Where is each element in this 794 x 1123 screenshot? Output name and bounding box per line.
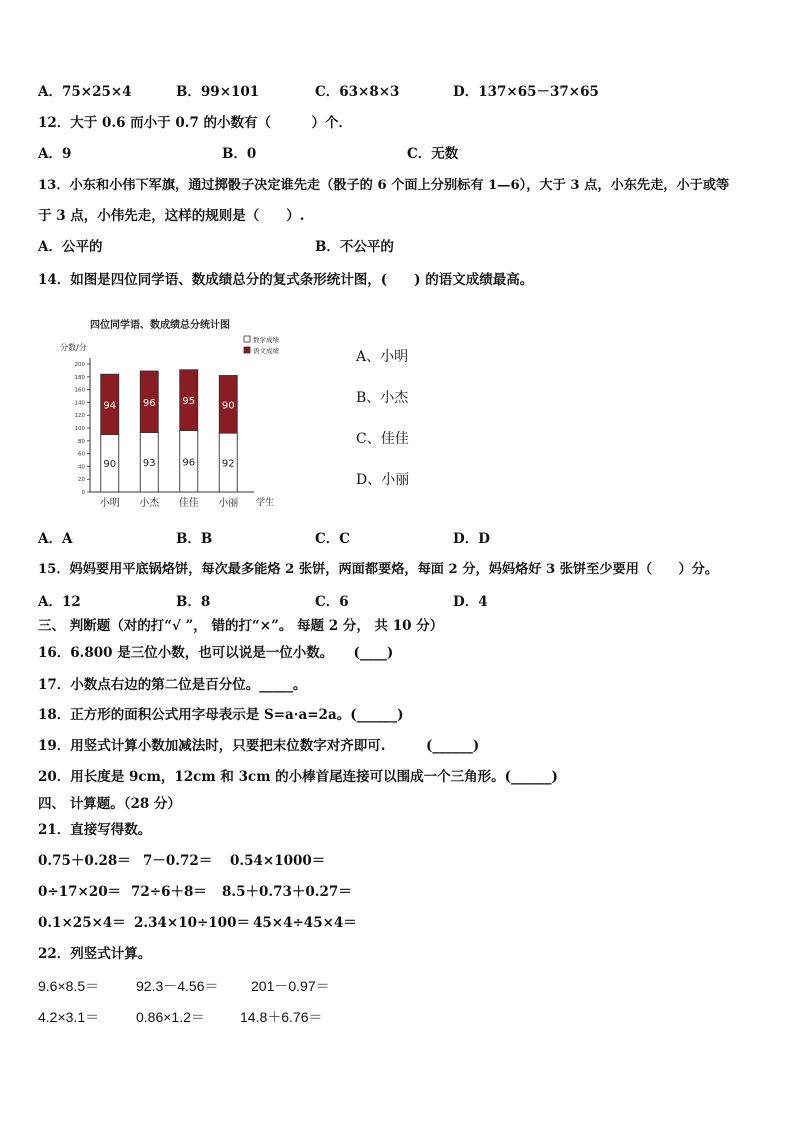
q22-cell: 4.2×3.1＝ [38,1009,100,1025]
q12-option-c: C．无数 [407,146,459,162]
q14-option-a: A．A [38,531,73,547]
chart-choice-d: D、小丽 [356,472,410,488]
q21-cell: 2.34×10÷100＝ [134,915,250,931]
bar-value-label: 90 [221,400,235,412]
q22-cell: 9.6×8.5＝ [38,978,100,994]
chart-title: 四位同学语、数成绩总分统计图 [90,320,230,331]
q21-cell: 8.5＋0.73＋0.27＝ [222,884,352,900]
q21-cell: 72÷6＋8＝ [131,884,207,900]
q22-cell: 14.8＋6.76＝ [240,1009,323,1025]
question-22-title: 22．列竖式计算。 [38,946,152,962]
question-15: 15．妈妈要用平底锅烙饼，每次最多能烙 2 张饼，两面都要烙，每面 2 分，妈妈烙好 3 张饼至少要用（ ）分。 [38,562,719,577]
q12-option-a: A．9 [38,146,72,162]
q21-cell: 0.1×25×4＝ [38,915,126,931]
category-label: 小明 [99,498,120,509]
question-13-line-1: 13．小东和小伟下军旗，通过掷骰子决定谁先走（骰子的 6 个面上分别标有 1—6），大于 3 点，小东先走，小于或等 [38,178,730,193]
y-tick-label: 160 [74,387,85,394]
question-17: 17．小数点右边的第二位是百分位。_____。 [38,677,307,693]
y-tick-label: 80 [78,438,85,445]
bar-value-label: 92 [221,458,235,470]
bar-value-label: 95 [182,396,196,408]
category-label: 小杰 [139,498,160,509]
q15-option-d: D．4 [453,594,488,610]
y-tick-label: 120 [74,413,85,420]
chart-choice-a: A、小明 [356,349,409,365]
legend-label: 语文成绩 [253,347,279,355]
q21-cell: 45×4÷45×4＝ [253,915,357,931]
q12-option-b: B．0 [222,146,257,162]
q15-option-a: A．12 [38,594,81,610]
x-axis-label: 学生 [256,498,275,508]
section-4-heading: 四、 计算题。（28 分） [38,796,181,812]
question-20: 20．用长度是 9cm，12cm 和 3cm 的小棒首尾连接可以围成一个三角形。(______) [38,769,558,785]
chart-choice-b: B、小杰 [356,390,409,406]
bar-value-label: 94 [103,400,117,412]
q21-cell: 7－0.72＝ [143,853,213,869]
q22-cell: 92.3－4.56＝ [136,978,219,994]
q14-option-c: C．C [315,531,350,547]
y-tick-label: 40 [78,464,85,471]
y-tick-label: 100 [74,426,85,432]
y-tick-label: 60 [78,451,85,458]
question-19: 19．用竖式计算小数加减法时，只要把末位数字对齐即可. (______) [38,738,480,754]
y-tick-label: 20 [78,477,85,484]
q15-option-c: C．6 [315,594,349,610]
legend-swatch [244,347,250,353]
question-12: 12．大于 0.6 而小于 0.7 的小数有（ ）个． [38,115,353,131]
bar-value-label: 90 [103,459,117,471]
bar-value-label: 93 [142,458,156,470]
section-3-heading: 三、 判断题（对的打“√ ”， 错的打“×”。 每题 2 分， 共 10 分） [38,618,444,634]
bar-value-label: 96 [182,457,196,469]
question-18: 18．正方形的面积公式用字母表示是 S=a·a=2a。(______) [38,707,404,723]
q13-option-b: B．不公平的 [315,239,394,255]
legend-swatch [244,336,250,342]
bar-value-label: 96 [142,397,156,409]
y-axis-label: 分数/分 [60,343,87,352]
y-tick-label: 140 [74,400,85,407]
q11-option-b: B．99×101 [176,84,260,100]
q11-option-d: D．137×65－37×65 [453,84,599,100]
q14-option-b: B．B [176,531,213,547]
q21-cell: 0÷17×20＝ [38,884,122,900]
y-tick-label: 180 [74,374,85,381]
q15-option-b: B．8 [176,594,211,610]
question-13-line-2: 于 3 点，小伟先走，这样的规则是（ ）. [38,208,305,224]
q11-option-a: A．75×25×4 [38,84,132,100]
question-14: 14．如图是四位同学语、数成绩总分的复式条形统计图，( ) 的语文成绩最高。 [38,272,534,288]
category-label: 小丽 [218,498,239,509]
q22-cell: 201－0.97＝ [251,978,330,994]
q14-option-d: D．D [453,531,490,547]
y-tick-label: 0 [81,490,85,496]
y-tick-label: 200 [74,362,85,368]
q13-option-a: A．公平的 [38,239,103,255]
q21-cell: 0.54×1000＝ [230,853,326,869]
score-bar-chart [60,312,320,517]
q22-cell: 0.86×1.2＝ [136,1009,205,1025]
legend-label: 数学成绩 [253,336,279,344]
question-16: 16．6.800 是三位小数，也可以说是一位小数。 (____) [38,645,394,661]
q21-cell: 0.75＋0.28＝ [38,853,131,869]
q11-option-c: C．63×8×3 [315,84,400,100]
category-label: 佳佳 [178,498,199,509]
chart-choice-c: C、佳佳 [356,431,409,447]
question-21-title: 21．直接写得数。 [38,822,152,838]
